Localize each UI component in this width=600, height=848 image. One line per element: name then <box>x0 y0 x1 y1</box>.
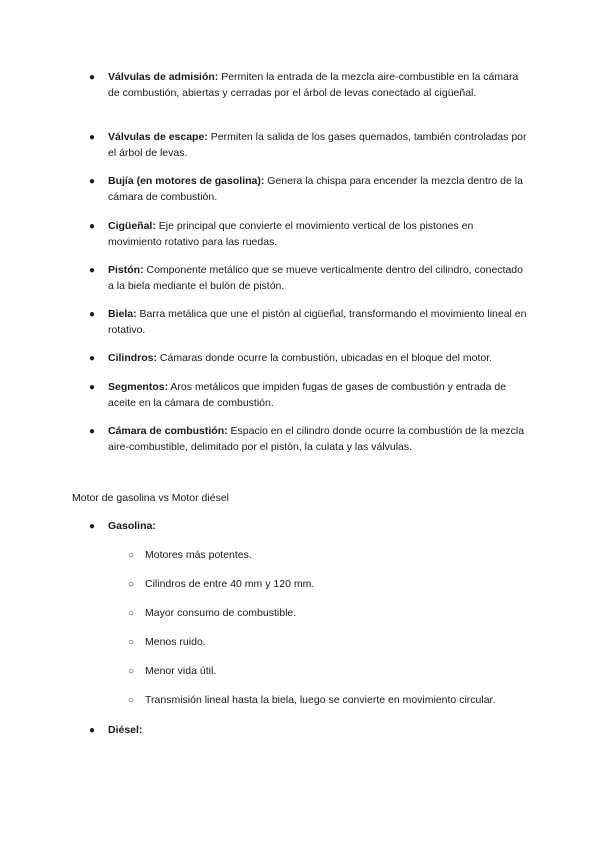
term-label: Biela: <box>108 308 137 320</box>
sub-item <box>128 606 545 622</box>
term-description: Espacio en el cilindro donde ocurre la combustión de la mezcla aire-combustible, delimitado por el pistón, la culata y las válvulas. <box>108 425 525 453</box>
term-description: Eje principal que convierte el movimiento vertical de los pistones en movimiento rotativo para las ruedas. <box>108 220 474 248</box>
sub-item <box>128 548 545 564</box>
bullet-icon: ● <box>89 521 96 532</box>
term-label: Cámara de combustión: <box>108 425 228 437</box>
term-label: Pistón: <box>108 264 144 276</box>
bullet-icon: ● <box>89 72 96 83</box>
sub-bullet-icon: ○ <box>128 695 135 706</box>
sub-item-text: Mayor consumo de combustible. <box>145 607 297 619</box>
term-label: Segmentos: <box>108 381 169 393</box>
sub-bullet-icon: ○ <box>128 637 135 648</box>
term-description: Permiten la salida de los gases quemados, también controladas por el árbol de levas. <box>108 131 527 159</box>
term-label: Gasolina: <box>108 520 156 532</box>
comparison-heading: Motor de gasolina vs Motor diésel <box>72 492 229 504</box>
bullet-icon: ● <box>89 221 96 232</box>
bullet-icon: ● <box>89 353 96 364</box>
sub-item-text: Menor vida útil. <box>145 665 217 677</box>
term-description: Permiten la entrada de la mezcla aire-combustible en la cámara de combustión, abiertas y cerradas por el árbol de levas conectado al cigüeñal. <box>108 71 519 99</box>
sub-bullet-icon: ○ <box>128 550 135 561</box>
sub-item-text: Transmisión lineal hasta la biela, luego se convierte en movimiento circular. <box>145 694 496 706</box>
term-description: Componente metálico que se mueve verticalmente dentro del cilindro, conectado a la biela mediante el bulón de pistón. <box>108 264 523 292</box>
term-description: Genera la chispa para encender la mezcla dentro de la cámara de combustión. <box>108 175 523 203</box>
bullet-icon: ● <box>89 309 96 320</box>
list-item-piston <box>89 263 528 294</box>
bullet-icon: ● <box>89 725 96 736</box>
term-label: Cigüeñal: <box>108 220 156 232</box>
bullet-icon: ● <box>89 382 96 393</box>
list-item-diesel <box>89 723 528 739</box>
list-item-segmentos <box>89 380 528 411</box>
sub-item-text: Motores más potentes. <box>145 549 252 561</box>
sub-bullet-icon: ○ <box>128 666 135 677</box>
bullet-icon: ● <box>89 176 96 187</box>
sub-item-text: Cilindros de entre 40 mm y 120 mm. <box>145 578 315 590</box>
bullet-icon: ● <box>89 132 96 143</box>
term-label: Bujía (en motores de gasolina): <box>108 175 265 187</box>
term-label: Diésel: <box>108 724 143 736</box>
list-item-bujia <box>89 174 528 205</box>
list-item-biela <box>89 307 528 338</box>
bullet-icon: ● <box>89 426 96 437</box>
term-description: Aros metálicos que impiden fugas de gases de combustión y entrada de aceite en la cámara de combustión. <box>108 381 507 409</box>
term-label: Válvulas de escape: <box>108 131 208 143</box>
term-description: Cámaras donde ocurre la combustión, ubicadas en el bloque del motor. <box>157 352 493 364</box>
term-description: Barra metálica que une el pistón al cigüeñal, transformando el movimiento lineal en rotativo. <box>108 308 527 336</box>
list-item-gasolina <box>89 519 528 535</box>
sub-bullet-icon: ○ <box>128 579 135 590</box>
sub-item-text: Menos ruido. <box>145 636 206 648</box>
sub-bullet-icon: ○ <box>128 608 135 619</box>
list-item-cilindros <box>89 351 528 367</box>
list-item-ciguenal <box>89 219 528 250</box>
sub-item <box>128 635 545 651</box>
list-item-valvulas-admision <box>89 70 528 101</box>
list-item-camara-combustion <box>89 424 528 455</box>
term-label: Cilindros: <box>108 352 157 364</box>
sub-item <box>128 577 545 593</box>
list-item-valvulas-escape <box>89 130 528 161</box>
bullet-icon: ● <box>89 265 96 276</box>
sub-item <box>128 664 545 680</box>
sub-item <box>128 693 545 709</box>
term-label: Válvulas de admisión: <box>108 71 219 83</box>
